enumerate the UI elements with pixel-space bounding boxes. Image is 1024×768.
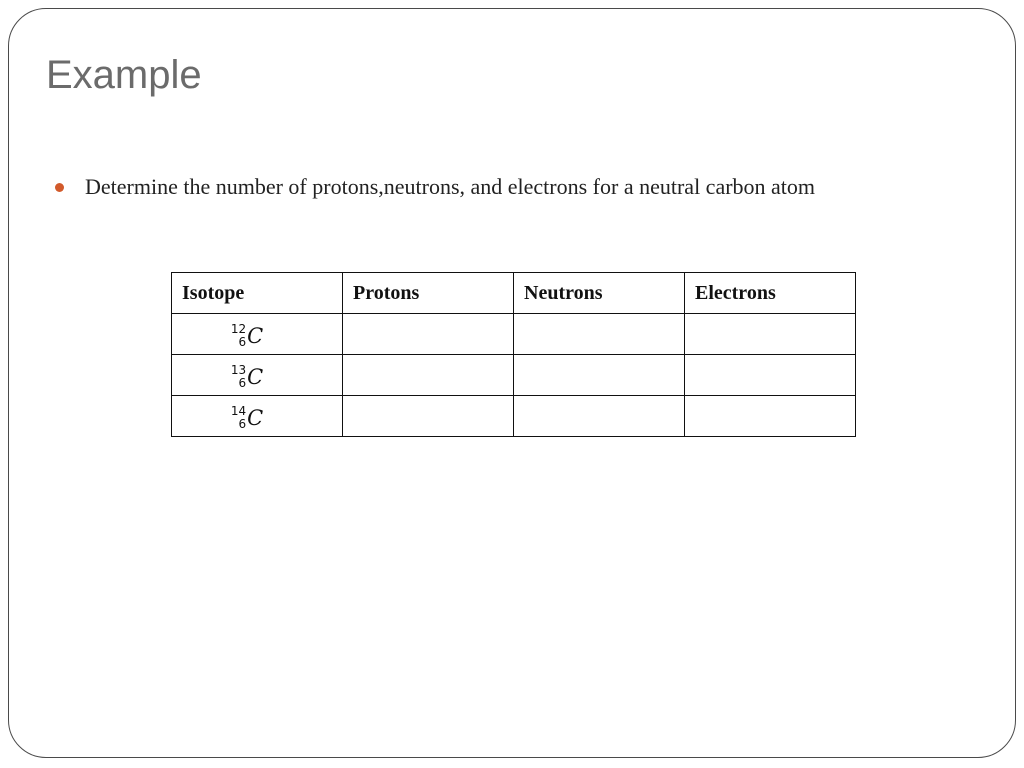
header-protons: Protons [343, 273, 514, 314]
nuclide-symbol [231, 364, 263, 390]
table-row [172, 355, 856, 396]
bullet-text: Determine the number of protons,neutrons, and electrons for a neutral carbon atom [85, 174, 816, 199]
bullet-dot-icon [55, 183, 64, 192]
protons-cell [343, 396, 514, 437]
atomic-number: 6 [238, 375, 247, 390]
mass-number: 14 [230, 403, 247, 418]
element-symbol: C [247, 364, 264, 389]
electrons-cell [685, 355, 856, 396]
isotope-cell [172, 355, 343, 396]
nuclide-symbol [231, 323, 263, 349]
neutrons-cell [514, 314, 685, 355]
slide [8, 8, 1016, 758]
element-symbol: C [247, 323, 264, 348]
electrons-cell [685, 396, 856, 437]
protons-cell [343, 314, 514, 355]
header-neutrons: Neutrons [514, 273, 685, 314]
atomic-number: 6 [238, 334, 247, 349]
mass-number: 12 [230, 321, 247, 336]
isotope-cell [172, 396, 343, 437]
table-row [172, 396, 856, 437]
element-symbol: C [247, 405, 264, 430]
isotope-cell [172, 314, 343, 355]
neutrons-cell [514, 396, 685, 437]
nuclide-symbol [231, 405, 263, 431]
bullet-item [55, 173, 815, 201]
atomic-number: 6 [238, 416, 247, 431]
isotope-table [171, 272, 856, 437]
protons-cell [343, 355, 514, 396]
table-row [172, 314, 856, 355]
header-isotope: Isotope [172, 273, 343, 314]
neutrons-cell [514, 355, 685, 396]
table-header-row [172, 273, 856, 314]
mass-number: 13 [230, 362, 247, 377]
header-electrons: Electrons [685, 273, 856, 314]
slide-title: Example [46, 53, 202, 97]
electrons-cell [685, 314, 856, 355]
